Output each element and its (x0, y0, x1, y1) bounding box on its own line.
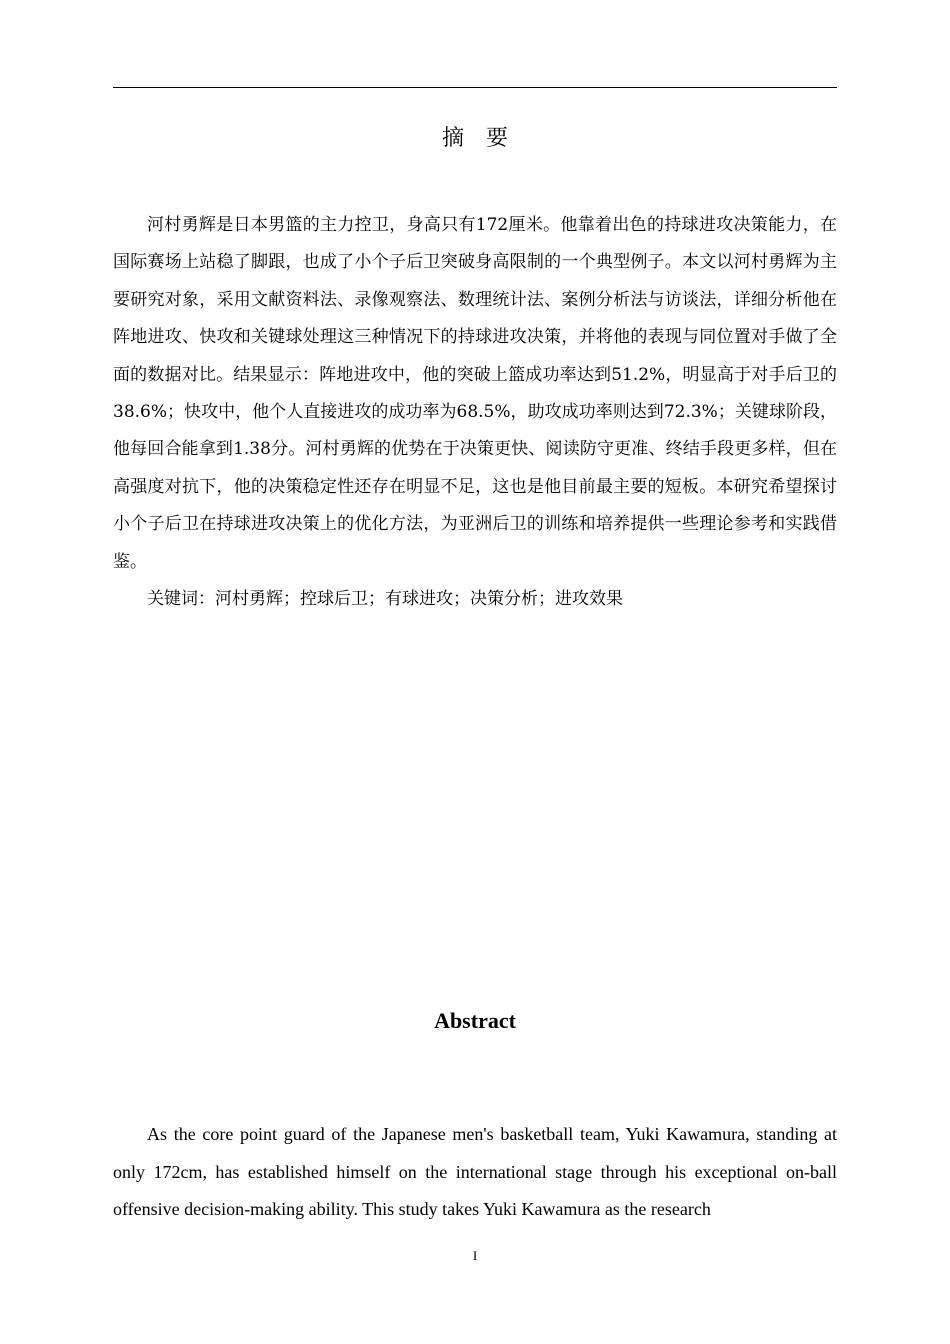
abstract-cn-title: 摘要 (441, 126, 530, 151)
abstract-cn-paragraph: 河村勇辉是日本男篮的主力控卫，身高只有172厘米。他靠着出色的持球进攻决策能力，在国际赛场上站稳了脚跟，也成了小个子后卫突破身高限制的一个典型例子。本文以河村勇辉为主要研究对象，采用文献资料法、录像观察法、数理统计法、案例分析法与访谈法，详细分析他在阵地进攻、快攻和关键球处理这三种情况下的持球进攻决策，并将他的表现与同位置对手做了全面的数据对比。结果显示：阵地进攻中，他的突破上篮成功率达到51.2%，明显高于对手后卫的38.6%；快攻中，他个人直接进攻的成功率为68.5%，助攻成功率则达到72.3%；关键球阶段，他每回合能拿到1.38分。河村勇辉的优势在于决策更快、阅读防守更准、终结手段更多样，但在高强度对抗下，他的决策稳定性还存在明显不足，这也是他目前最主要的短板。本研究希望探讨小个子后卫在持球进攻决策上的优化方法，为亚洲后卫的训练和培养提供一些理论参考和实践借鉴。 (113, 215, 837, 572)
abstract-cn-keywords: 关键词：河村勇辉；控球后卫；有球进攻；决策分析；进攻效果 (147, 589, 623, 610)
header-rule (113, 87, 837, 88)
abstract-en-body (113, 1116, 837, 1228)
abstract-en-title: Abstract (434, 1008, 516, 1033)
abstract-cn-body (113, 207, 837, 618)
page-number: I (472, 1248, 478, 1263)
abstract-en-paragraph: As the core point guard of the Japanese men's basketball team, Yuki Kawamura, standing at only 172cm, has established himself on the international stage through his exceptional on-ball offensive decision-making ability. This study takes Yuki Kawamura as the research (113, 1124, 837, 1219)
